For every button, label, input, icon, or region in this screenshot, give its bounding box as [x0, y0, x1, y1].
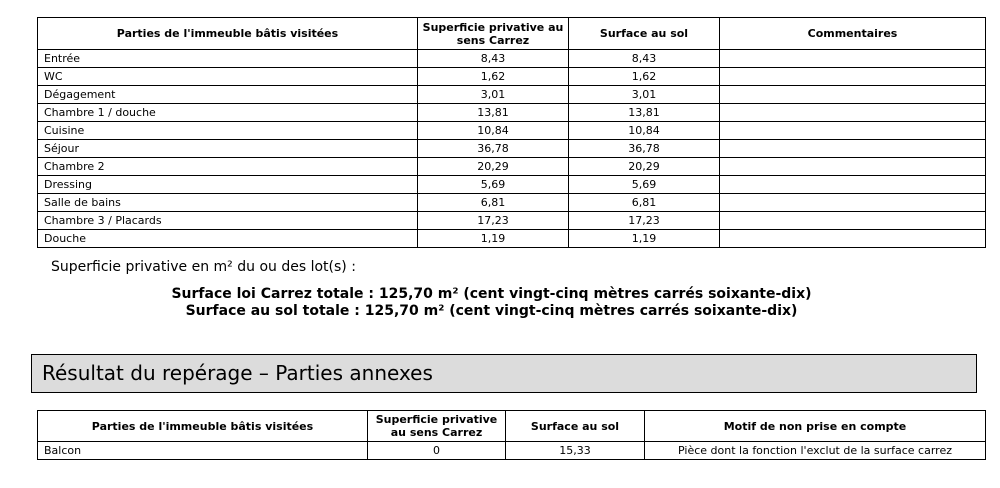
cell-carrez: 10,84: [418, 122, 569, 140]
cell-comment: [720, 158, 986, 176]
cell-sol: 6,81: [569, 194, 720, 212]
cell-comment: [720, 122, 986, 140]
main-surface-table: [37, 17, 986, 248]
cell-carrez: 13,81: [418, 104, 569, 122]
header-commentaires: Commentaires: [720, 18, 986, 50]
header-carrez: Superficie privative au sens Carrez: [418, 18, 569, 50]
cell-carrez: 1,19: [418, 230, 569, 248]
table-row: [38, 442, 986, 460]
header-motif: Motif de non prise en compte: [645, 411, 986, 442]
header-carrez: Superficie privative au sens Carrez: [368, 411, 506, 442]
cell-carrez: 17,23: [418, 212, 569, 230]
cell-sol: 5,69: [569, 176, 720, 194]
cell-comment: [720, 86, 986, 104]
cell-carrez: 8,43: [418, 50, 569, 68]
cell-carrez: 6,81: [418, 194, 569, 212]
cell-room-name: Chambre 1 / douche: [38, 104, 418, 122]
cell-sol: 1,62: [569, 68, 720, 86]
table-row: [38, 68, 986, 86]
header-parties: Parties de l'immeuble bâtis visitées: [38, 411, 368, 442]
cell-sol: 15,33: [506, 442, 645, 460]
cell-room-name: Chambre 3 / Placards: [38, 212, 418, 230]
cell-carrez: 20,29: [418, 158, 569, 176]
total-sol: Surface au sol totale : 125,70 m² (cent vingt-cinq mètres carrés soixante-dix): [185, 303, 798, 319]
cell-room-name: Salle de bains: [38, 194, 418, 212]
table-row: [38, 104, 986, 122]
table-header-row: [38, 411, 986, 442]
table-row: [38, 230, 986, 248]
cell-carrez: 0: [368, 442, 506, 460]
table-row: [38, 50, 986, 68]
table-row: [38, 212, 986, 230]
header-sol: Surface au sol: [506, 411, 645, 442]
header-parties: Parties de l'immeuble bâtis visitées: [38, 18, 418, 50]
cell-sol: 3,01: [569, 86, 720, 104]
table-row: [38, 176, 986, 194]
cell-carrez: 36,78: [418, 140, 569, 158]
cell-sol: 17,23: [569, 212, 720, 230]
cell-sol: 1,19: [569, 230, 720, 248]
cell-sol: 36,78: [569, 140, 720, 158]
table-row: [38, 122, 986, 140]
cell-carrez: 1,62: [418, 68, 569, 86]
cell-sol: 20,29: [569, 158, 720, 176]
cell-sol: 8,43: [569, 50, 720, 68]
cell-room-name: Entrée: [38, 50, 418, 68]
cell-room-name: Dégagement: [38, 86, 418, 104]
cell-comment: [720, 140, 986, 158]
cell-comment: [720, 104, 986, 122]
table-row: [38, 86, 986, 104]
cell-room-name: Balcon: [38, 442, 368, 460]
cell-sol: 13,81: [569, 104, 720, 122]
table-row: [38, 140, 986, 158]
cell-room-name: Dressing: [38, 176, 418, 194]
cell-room-name: Séjour: [38, 140, 418, 158]
cell-room-name: Douche: [38, 230, 418, 248]
annex-surface-table: [37, 410, 986, 460]
table-header-row: [38, 18, 986, 50]
cell-carrez: 3,01: [418, 86, 569, 104]
table-row: [38, 194, 986, 212]
cell-comment: [720, 230, 986, 248]
cell-motif: Pièce dont la fonction l'exclut de la surface carrez: [645, 442, 986, 460]
cell-room-name: Cuisine: [38, 122, 418, 140]
section-header-annexes: Résultat du repérage – Parties annexes: [31, 354, 977, 393]
header-sol: Surface au sol: [569, 18, 720, 50]
cell-comment: [720, 212, 986, 230]
cell-comment: [720, 176, 986, 194]
table-row: [38, 158, 986, 176]
cell-comment: [720, 50, 986, 68]
cell-comment: [720, 194, 986, 212]
cell-carrez: 5,69: [418, 176, 569, 194]
summary-intro: Superficie privative en m² du ou des lot(s) :: [51, 259, 356, 275]
total-carrez: Surface loi Carrez totale : 125,70 m² (cent vingt-cinq mètres carrés soixante-dix): [171, 286, 812, 302]
cell-sol: 10,84: [569, 122, 720, 140]
cell-comment: [720, 68, 986, 86]
cell-room-name: WC: [38, 68, 418, 86]
cell-room-name: Chambre 2: [38, 158, 418, 176]
